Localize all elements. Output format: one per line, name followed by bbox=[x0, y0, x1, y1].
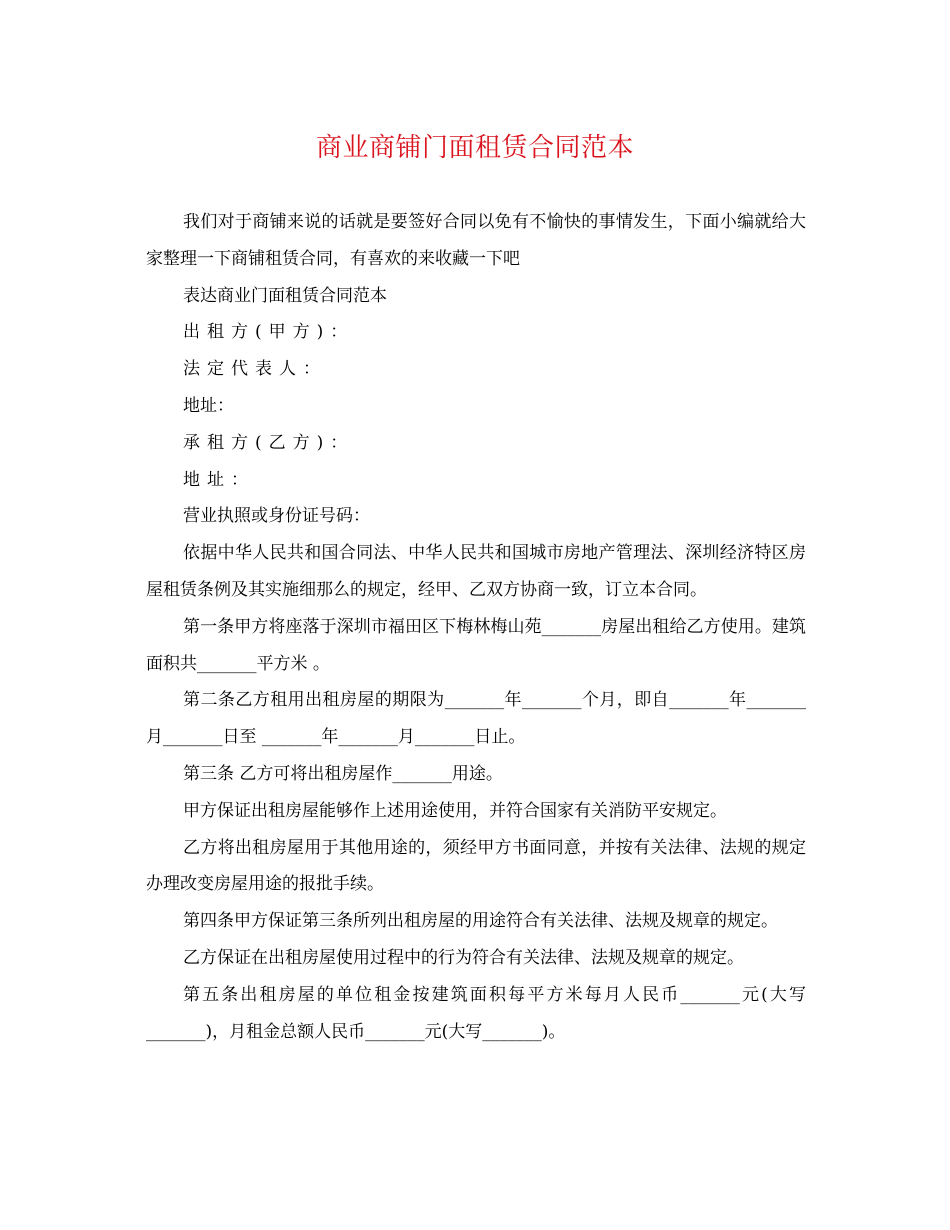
article-4-paragraph: 第四条甲方保证第三条所列出租房屋的用途符合有关法律、法规及规章的规定。 bbox=[183, 911, 778, 932]
lessee-guarantee-paragraph: 乙方保证在出租房屋使用过程中的行为符合有关法律、法规及规章的规定。 bbox=[183, 947, 744, 968]
license-id-line: 营业执照或身份证号码： bbox=[183, 506, 370, 527]
subtitle-line: 表达商业门面租赁合同范本 bbox=[183, 285, 387, 306]
use-change-paragraph: 乙方将出租房屋用于其他用途的，须经甲方书面同意，并按有关法律、法规的规定办理改变房屋用途的报批手续。 bbox=[146, 837, 806, 895]
legal-representative-line: 法定代表人： bbox=[183, 359, 327, 380]
article-5-paragraph: 第五条出租房屋的单位租金按建筑面积每平方米每月人民币_______元(大写_______)，月租金总额人民币_______元(大写_______)。 bbox=[146, 984, 806, 1042]
document-body bbox=[146, 204, 806, 1050]
lessee-address-line: 地址： bbox=[183, 469, 255, 490]
article-1-paragraph: 第一条甲方将座落于深圳市福田区下梅林梅山苑_______房屋出租给乙方使用。建筑面积共_______平方米 。 bbox=[146, 616, 806, 674]
document-title: 商业商铺门面租赁合同范本 bbox=[315, 133, 634, 163]
lessee-line: 承租方(乙方)： bbox=[183, 432, 355, 453]
article-3-paragraph: 第三条 乙方可将出租房屋作_______用途。 bbox=[183, 763, 503, 784]
lessor-address-line: 地址： bbox=[183, 395, 234, 416]
intro-paragraph: 我们对于商铺来说的话就是要签好合同以免有不愉快的事情发生，下面小编就给大家整理一下商铺租赁合同，有喜欢的来收藏一下吧 bbox=[146, 212, 806, 269]
legal-basis-paragraph: 依据中华人民共和国合同法、中华人民共和国城市房地产管理法、深圳经济特区房屋租赁条例及其实施细那么的规定，经甲、乙双方协商一致，订立本合同。 bbox=[146, 543, 806, 600]
lessor-line: 出租方(甲方)： bbox=[183, 322, 355, 343]
article-2-paragraph: 第二条乙方租用出租房屋的期限为_______年_______个月，即自_______年_______月_______日至 _______年_______月_______日止。 bbox=[146, 690, 806, 748]
lessor-guarantee-paragraph: 甲方保证出租房屋能够作上述用途使用，并符合国家有关消防平安规定。 bbox=[183, 800, 727, 821]
